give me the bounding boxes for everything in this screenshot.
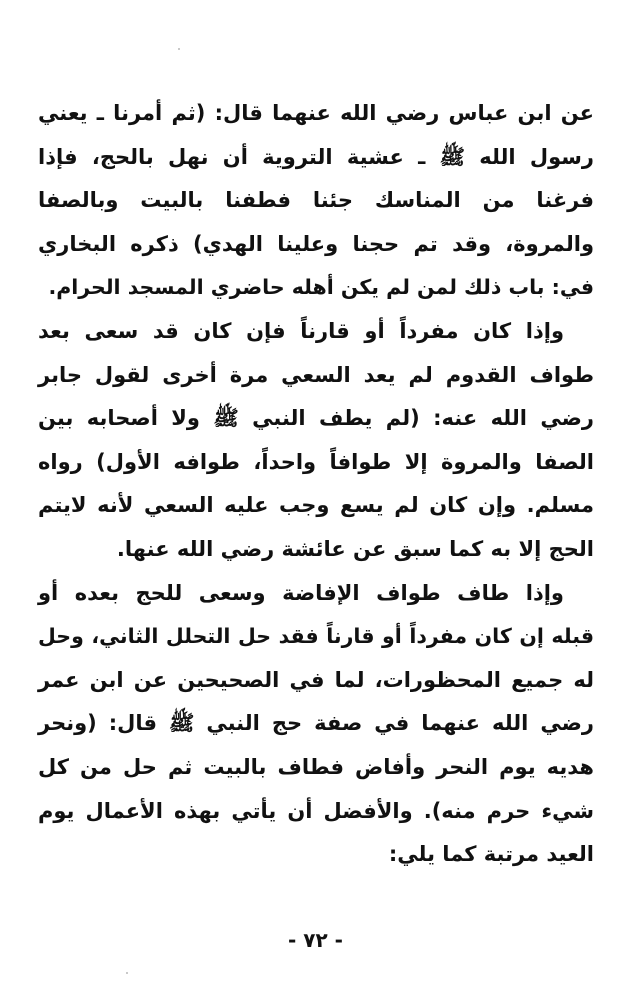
text-line: قبله إن كان مفرداً أو قارناً فقد حل التحلل الثاني، وحل	[38, 624, 594, 649]
text-line: رضي الله عنهما في صفة حج النبي ﷺ قال: (ونحر	[38, 711, 594, 736]
text-line: له جميع المحظورات، لما في الصحيحين عن ابن عمر	[38, 667, 594, 692]
body-text	[38, 92, 594, 877]
scan-speck	[126, 972, 128, 974]
text-line: هديه يوم النحر وأفاض فطاف بالبيت ثم حل من كل	[38, 754, 594, 779]
text-line: طواف القدوم لم يعد السعي مرة أخرى لقول جابر	[38, 362, 594, 387]
text-line: عن ابن عباس رضي الله عنهما قال: (ثم أمرنا ـ يعني	[38, 101, 594, 125]
text-line: فرغنا من المناسك جئنا فطفنا بالبيت وبالصفا	[38, 188, 594, 213]
text-line: رسول الله ﷺ ـ عشية التروية أن نهل بالحج، فإذا	[38, 144, 594, 169]
paragraph	[38, 310, 594, 572]
text-line: رضي الله عنه: (لم يطف النبي ﷺ ولا أصحابه بين	[38, 406, 594, 431]
text-line: وإذا كان مفرداً أو قارناً فإن كان قد سعى بعد	[38, 318, 564, 343]
text-line: والمروة، وقد تم حجنا وعلينا الهدي) ذكره البخاري	[38, 231, 594, 256]
paragraph	[38, 572, 594, 877]
text-line: شيء حرم منه). والأفضل أن يأتي بهذه الأعمال يوم	[38, 798, 594, 823]
text-line: الحج إلا به كما سبق عن عائشة رضي الله عنها.	[116, 536, 594, 561]
text-line: الصفا والمروة إلا طوافاً واحداً، طوافه الأول) رواه	[38, 449, 594, 474]
text-line: وإذا طاف طواف الإفاضة وسعى للحج بعده أو	[38, 580, 564, 605]
page-number: - ٧٢ -	[288, 928, 343, 952]
text-line: في: باب ذلك لمن لم يكن أهله حاضري المسجد الحرام.	[48, 275, 594, 300]
text-line: العيد مرتبة كما يلي:	[388, 842, 594, 867]
scan-speck	[178, 48, 180, 50]
text-line: مسلم. وإن كان لم يسع وجب عليه السعي لأنه لايتم	[38, 493, 594, 518]
paragraph	[38, 92, 594, 310]
